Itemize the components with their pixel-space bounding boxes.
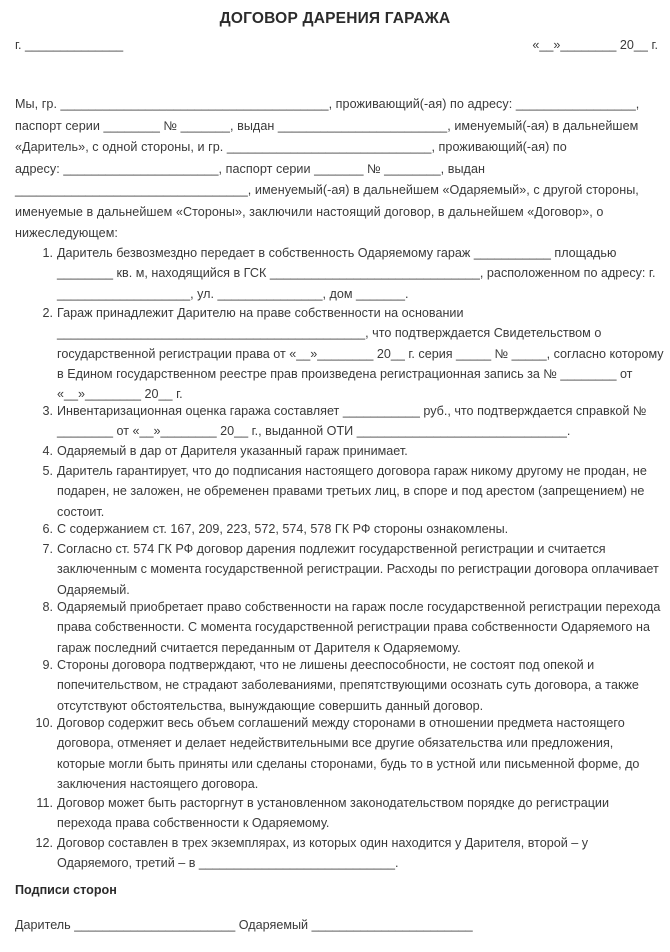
clause-line: Инвентаризационная оценка гаража составляет ___________ руб., что подтверждается справкой № bbox=[57, 404, 647, 418]
clause-line: Договор содержит весь объем соглашений между сторонами в отношении предмета настоящего bbox=[57, 716, 625, 730]
clause-line: ________ от «__»________ 20__ г., выданной ОТИ ______________________________. bbox=[57, 424, 571, 439]
clause-line: Одаряемого, третий – в ____________________________. bbox=[57, 856, 399, 871]
signature-line: Даритель _______________________ Одаряемый _______________________ bbox=[15, 918, 473, 932]
clause-number: 6. bbox=[42, 522, 53, 536]
intro-line: паспорт серии ________ № _______, выдан ________________________, именуемый(-ая) в дальнейшем bbox=[15, 118, 639, 133]
clause-number: 12. bbox=[35, 836, 53, 850]
clause-line: Даритель безвозмездно передает в собственность Одаряемому гараж ___________ площадью bbox=[57, 246, 617, 260]
clause-line: Гараж принадлежит Дарителю на праве собственности на основании bbox=[57, 306, 464, 320]
clause-line: Даритель гарантирует, что до подписания настоящего договора гараж никому другому не продан, не bbox=[57, 464, 647, 478]
clause-number: 4. bbox=[42, 444, 53, 458]
clause-line: Договор составлен в трех экземплярах, из которых один находится у Дарителя, второй – у bbox=[57, 836, 589, 850]
intro-line: Мы, гр. ______________________________________, проживающий(-ая) по адресу: _________________, bbox=[15, 97, 640, 111]
clause-line: Договор может быть расторгнут в установленном законодательством порядке до регистрации bbox=[57, 796, 609, 810]
clause-line: гараж последний считается переданным от Дарителя к Одаряемому. bbox=[57, 640, 461, 655]
intro-line: именуемые в дальнейшем «Стороны», заключили настоящий договор, в дальнейшем «Договор», о bbox=[15, 204, 604, 219]
clause-line: которые могли быть приняты или сделаны сторонами, будь то в устной или письменной форме, до bbox=[57, 756, 640, 771]
clause-line: права собственности. С момента государственной регистрации права собственности Одаряемого на bbox=[57, 620, 650, 635]
clause-line: состоит. bbox=[57, 504, 105, 519]
clause-line: «__»________ 20__ г. bbox=[57, 387, 183, 402]
clause-number: 10. bbox=[35, 716, 53, 730]
clause-line: заключения настоящего договора. bbox=[57, 776, 259, 791]
city-field: г. ______________ bbox=[15, 38, 124, 52]
clause-line: в Едином государственном реестре прав произведена регистрационная запись за № ________ от bbox=[57, 366, 633, 381]
clause-line: отсутствуют обстоятельства, вынуждающие совершить данный договор. bbox=[57, 698, 484, 713]
clause-line: ____________________________________________, что подтверждается Свидетельством о bbox=[57, 326, 602, 341]
intro-line: _________________________________, именуемый(-ая) в дальнейшем «Одаряемый», с другой стороны, bbox=[15, 183, 639, 197]
clause-number: 7. bbox=[42, 542, 53, 556]
clause-number: 3. bbox=[42, 404, 53, 418]
clause-number: 9. bbox=[42, 658, 53, 672]
clause-line: С содержанием ст. 167, 209, 223, 572, 574, 578 ГК РФ стороны ознакомлены. bbox=[57, 522, 509, 536]
clause-number: 5. bbox=[42, 464, 53, 478]
clause-line: попечительством, не страдают заболеваниями, препятствующими осознать суть договора, а также bbox=[57, 678, 639, 693]
date-field: «__»________ 20__ г. bbox=[532, 38, 658, 52]
intro-line: нижеследующем: bbox=[15, 226, 118, 240]
clause-line: Согласно ст. 574 ГК РФ договор дарения подлежит государственной регистрации и считается bbox=[57, 542, 606, 556]
clause-line: заключенным с момента государственной регистрации. Расходы по регистрации договора оплачивает bbox=[57, 562, 659, 577]
clause-number: 11. bbox=[36, 796, 53, 810]
clause-line: ________ кв. м, находящийся в ГСК ______________________________, расположенном по адресу: г. bbox=[57, 266, 656, 281]
clause-line: Стороны договора подтверждают, что не лишены дееспособности, не состоят под опекой и bbox=[57, 658, 595, 672]
intro-paragraph bbox=[15, 94, 660, 245]
intro-line: «Даритель», с одной стороны, и гр. _____________________________, проживающий(-ая) по bbox=[15, 140, 567, 154]
clause-line: подарен, не заложен, не обременен правами третьих лиц, в споре и под арестом (запрещением) не bbox=[57, 484, 645, 499]
clause-line: Одаряемый в дар от Дарителя указанный гараж принимает. bbox=[57, 444, 408, 458]
clause-number: 2. bbox=[42, 306, 53, 320]
signatures-heading: Подписи сторон bbox=[15, 883, 117, 897]
clause-line: договора, отменяет и делает недействительными все другие обязательства или предложения, bbox=[57, 736, 614, 751]
clause-line: государственной регистрации права от «__»________ 20__ г. серия _____ № _____, согласно которому bbox=[57, 346, 664, 361]
clause-line: перехода права собственности к Одаряемому. bbox=[57, 816, 330, 831]
clause-line: Одаряемый. bbox=[57, 582, 130, 597]
intro-line: адресу: ______________________, паспорт серии _______ № ________, выдан bbox=[15, 161, 486, 176]
clause-number: 1. bbox=[42, 246, 53, 260]
document-title: ДОГОВОР ДАРЕНИЯ ГАРАЖА bbox=[219, 10, 451, 27]
clause-line: Одаряемый приобретает право собственности на гараж после государственной регистрации перехода bbox=[57, 600, 661, 614]
clause-number: 8. bbox=[42, 600, 53, 614]
clause-line: ___________________, ул. _______________, дом _______. bbox=[57, 286, 409, 301]
